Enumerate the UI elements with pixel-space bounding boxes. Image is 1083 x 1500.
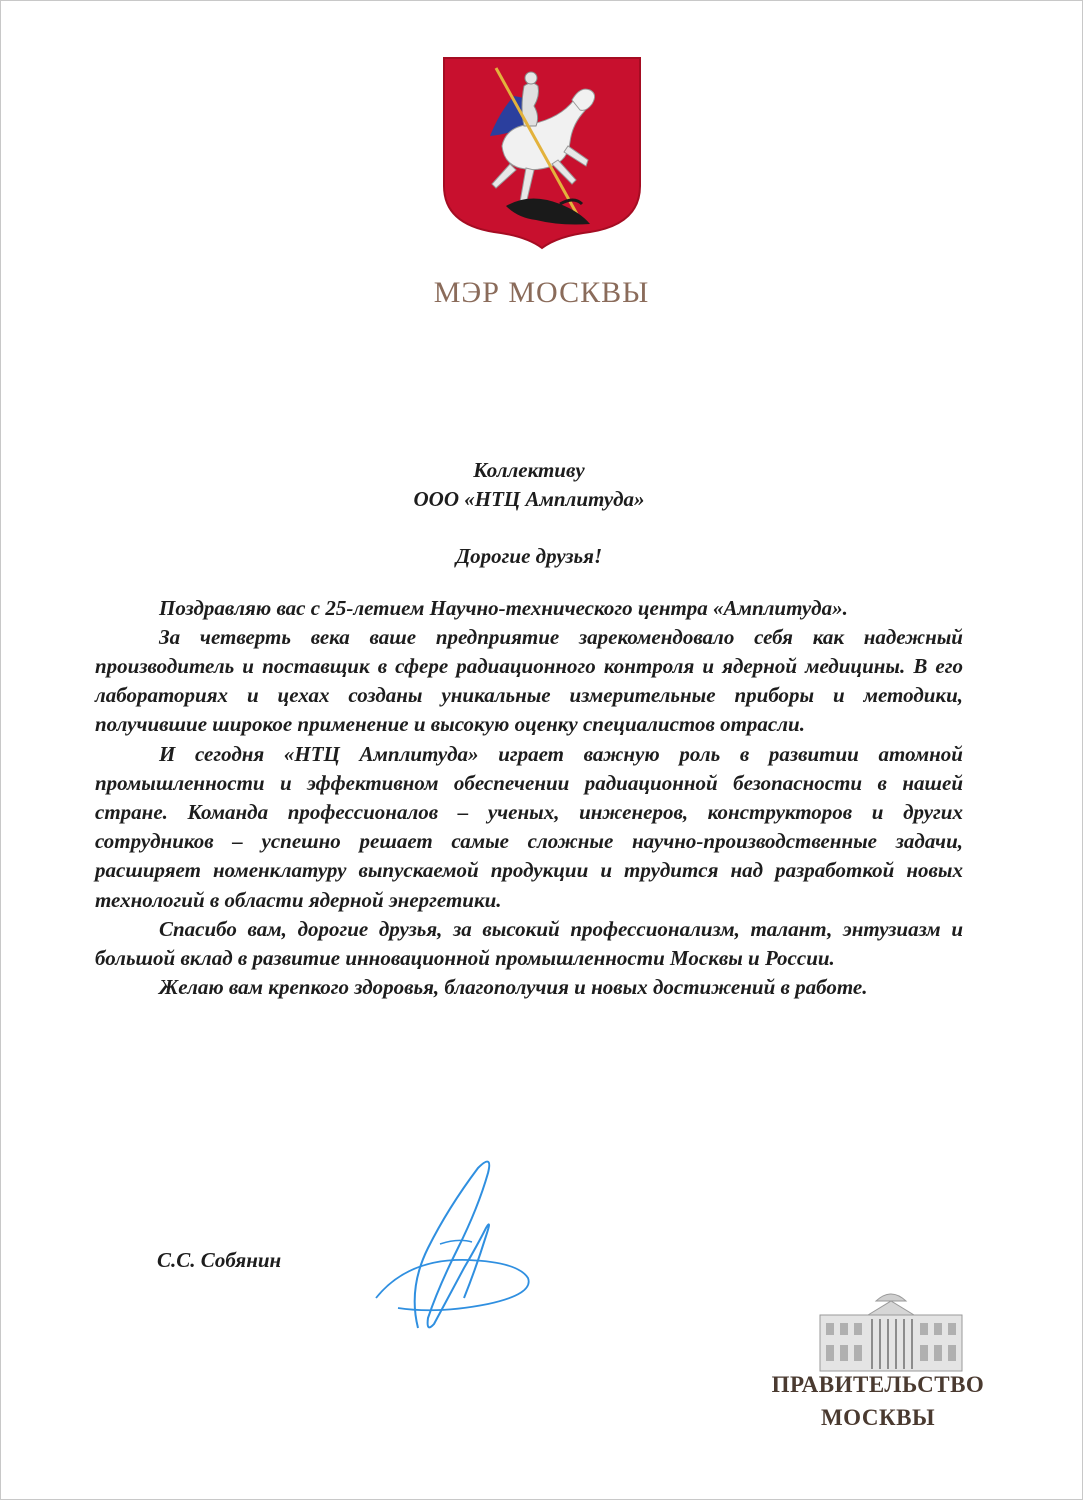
government-title	[770, 1368, 986, 1434]
signer-name: С.С. Собянин	[157, 1248, 282, 1272]
addressee-line1: Коллективу	[473, 458, 585, 482]
greeting: Дорогие друзья!	[455, 544, 603, 569]
paragraph: За четверть века ваше предприятие зарекомендовало себя как надежный производитель и поставщик в сфере радиационного контроля и ядерной медицины. В его лабораториях и цехах созданы уникальные измерительные приборы и методики, получившие широкое применение и высокую оценку специалистов отрасли.	[95, 624, 963, 737]
letter-body	[95, 456, 963, 1002]
gov-line1: ПРАВИТЕЛЬСТВО	[771, 1372, 985, 1397]
paragraph: Спасибо вам, дорогие друзья, за высокий профессионализм, талант, энтузиазм и большой вклад в развитие инновационной промышленности Москвы и России.	[95, 916, 963, 971]
mayor-title: МЭР МОСКВЫ	[433, 276, 650, 309]
gov-line2: МОСКВЫ	[820, 1405, 936, 1430]
paragraph: Желаю вам крепкого здоровья, благополучия и новых достижений в работе.	[159, 975, 868, 1000]
paragraph: И сегодня «НТЦ Амплитуда» играет важную роль в развитии атомной промышленности и эффективном обеспечении радиационной безопасности в нашей стране. Команда профессионалов – ученых, инженеров, конструкторов и других сотрудников – успешно решает самые сложные научно-производственные задачи, расширяет номенклатуру выпускаемой продукции и трудится над разработкой новых технологий в области ядерной энергетики.	[95, 741, 963, 912]
addressee-line2: ООО «НТЦ Амплитуда»	[413, 487, 645, 512]
handwritten-signature-icon	[368, 1148, 548, 1348]
paragraph: Поздравляю вас с 25-летием Научно-технического центра «Амплитуда».	[159, 595, 848, 620]
government-building-icon	[818, 1285, 964, 1375]
moscow-coat-of-arms-icon	[440, 56, 644, 250]
